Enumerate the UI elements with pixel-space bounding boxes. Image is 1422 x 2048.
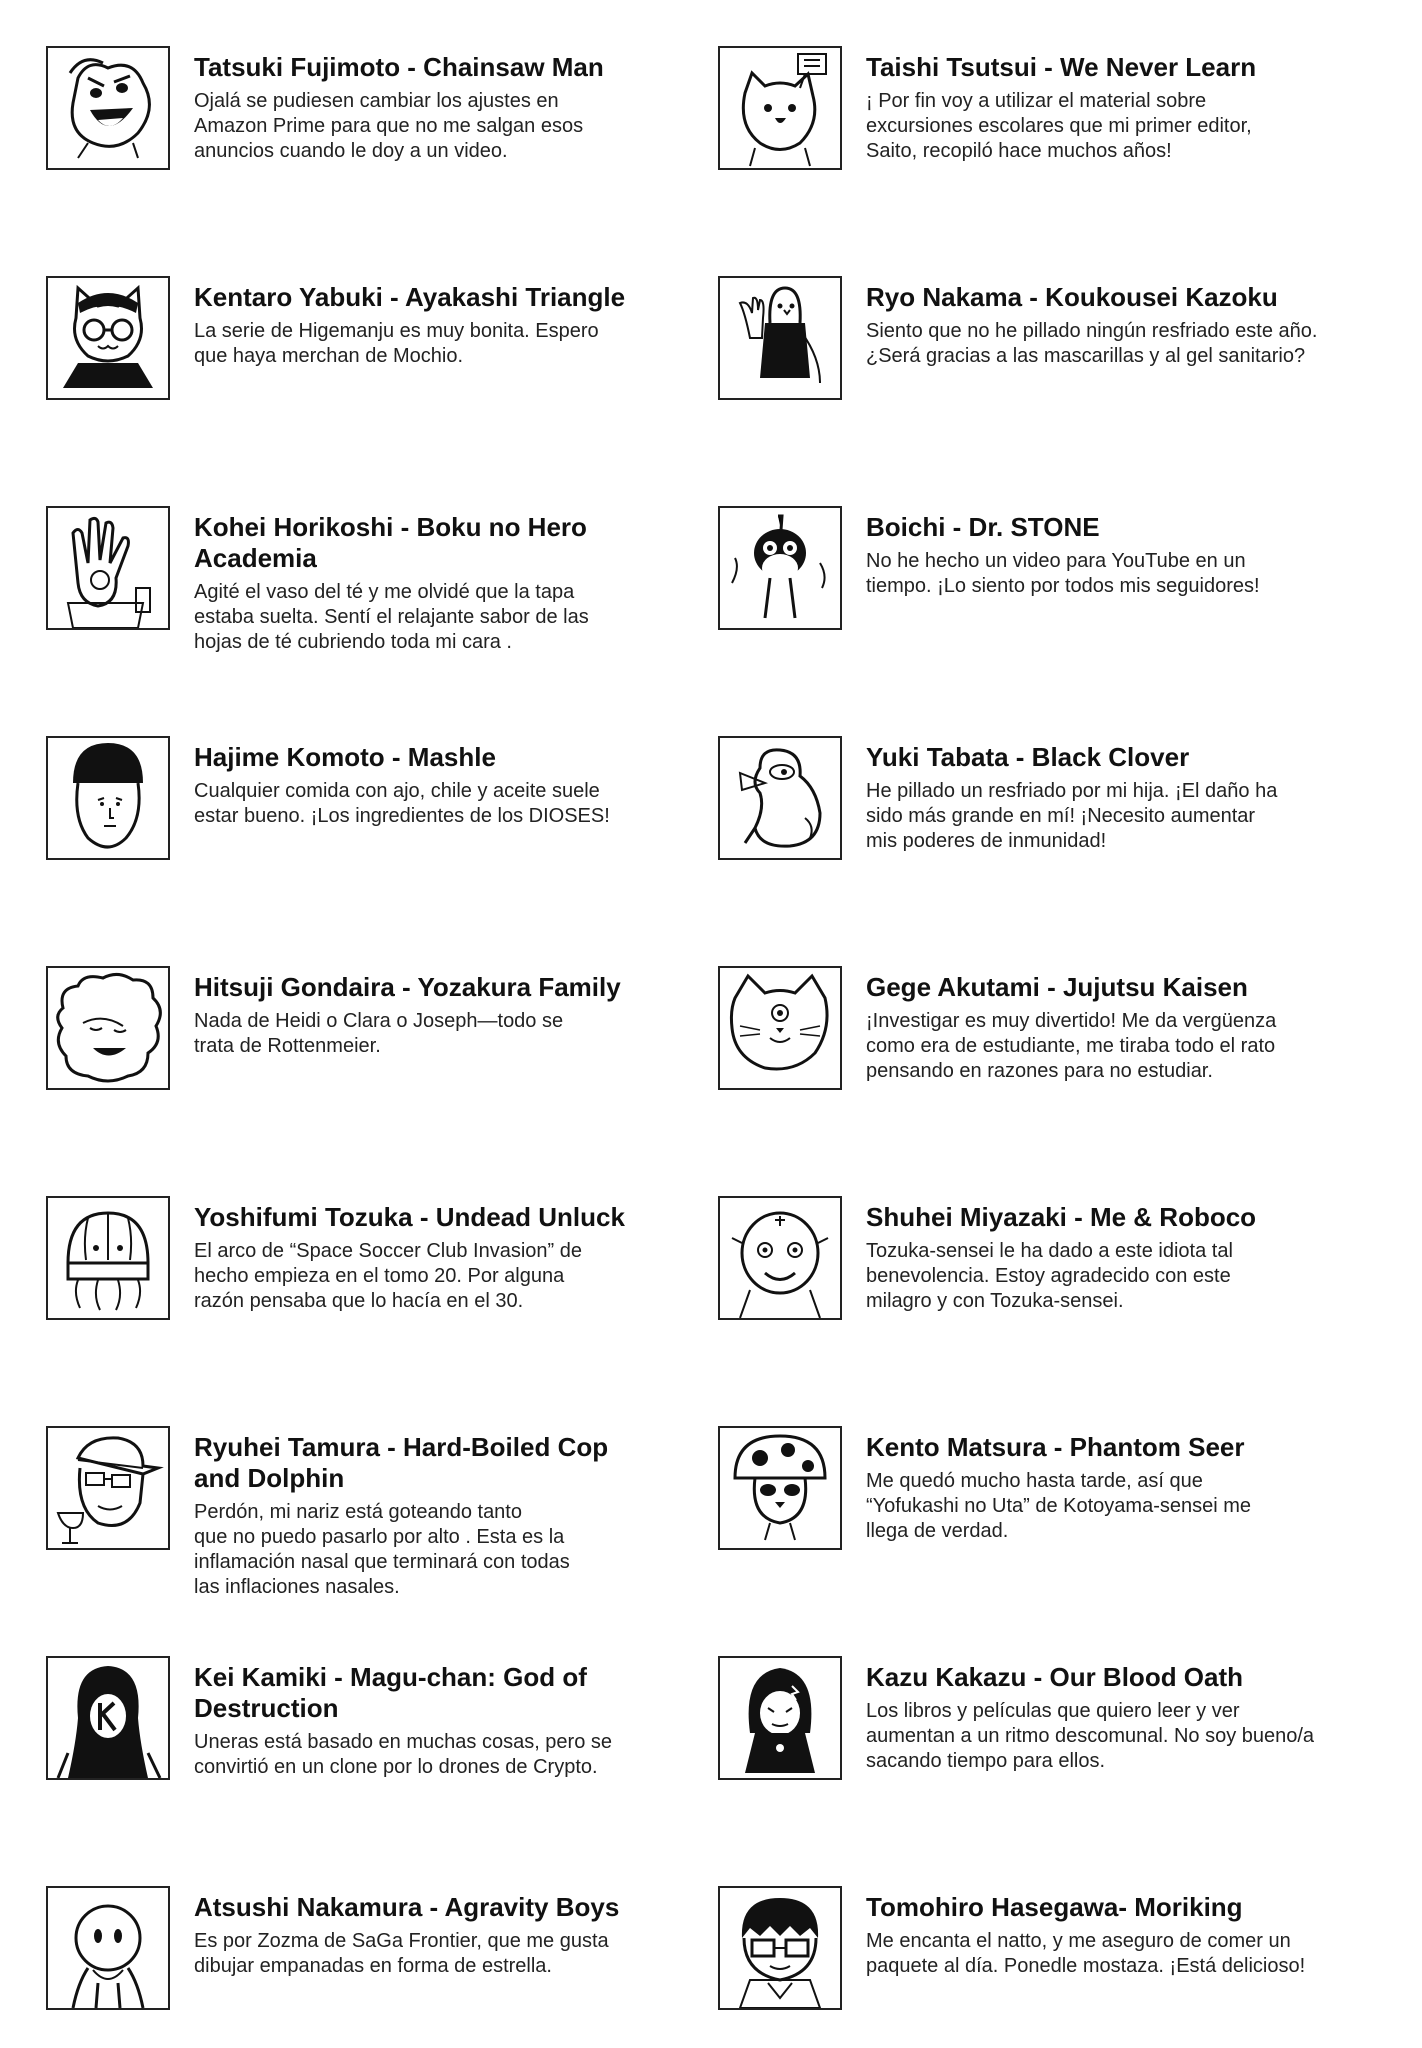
- waving-bird-icon: [718, 276, 842, 400]
- author-comment: Ojalá se pudiesen cambiar los ajustes en Amazon Prime para que no me salgan esos anuncios cuando le doy a un video.: [194, 90, 584, 162]
- author-entry: [46, 506, 696, 653]
- shadow-figure-icon: [46, 1656, 170, 1780]
- author-comment: He pillado un resfriado por mi hija. ¡El daño ha sido más grande en mí! ¡Necesito aumentar mis poderes de inmunidad!: [866, 780, 1278, 852]
- author-entry: [718, 276, 1368, 416]
- author-name: Taishi Tsutsui - We Never Learn: [866, 52, 1257, 82]
- sheep-icon: [46, 966, 170, 1090]
- author-entry: [718, 736, 1368, 876]
- author-entry: [46, 1886, 696, 2026]
- author-name: Kazu Kakazu - Our Blood Oath: [866, 1662, 1244, 1692]
- author-entry: [46, 1656, 696, 1796]
- author-comment: Perdón, mi nariz está goteando tanto que no puedo pasarlo por alto . Esta es la inflamación nasal que terminará con todas las inflaciones nasales.: [194, 1501, 570, 1598]
- author-entry: [46, 736, 696, 876]
- author-entry: [718, 1656, 1368, 1796]
- jellyfish-icon: [46, 1196, 170, 1320]
- author-comment: Cualquier comida con ajo, chile y aceite suele estar bueno. ¡Los ingredientes de los DIOSES!: [194, 780, 610, 827]
- author-entry: [718, 506, 1368, 646]
- author-entry: [718, 1196, 1368, 1336]
- author-entry: [46, 1196, 696, 1336]
- duck-icon: [718, 736, 842, 860]
- author-entry: [46, 46, 696, 186]
- author-comment: Tozuka-sensei le ha dado a este idiota tal benevolencia. Estoy agradecido con este milagro y con Tozuka-sensei.: [866, 1240, 1233, 1312]
- round-head-icon: [46, 1886, 170, 2010]
- mascot-icon: [718, 506, 842, 630]
- author-name: Kentaro Yabuki - Ayakashi Triangle: [194, 282, 626, 312]
- author-comment: Uneras está basado en muchas cosas, pero se convirtió en un clone por lo drones de Crypto.: [194, 1731, 613, 1778]
- author-comment: Siento que no he pillado ningún resfriado este año. ¿Será gracias a las mascarillas y al gel sanitario?: [866, 320, 1318, 367]
- author-comment: ¡Investigar es muy divertido! Me da vergüenza como era de estudiante, me tiraba todo el rato pensando en razones para no estudiar.: [866, 1010, 1277, 1082]
- author-comment: ¡ Por fin voy a utilizar el material sobre excursiones escolares que mi primer editor, Saito, recopiló hace muchos años!: [866, 90, 1252, 162]
- author-name: Tomohiro Hasegawa- Moriking: [866, 1892, 1243, 1922]
- author-name: Ryuhei Tamura - Hard-Boiled Cop and Dolphin: [194, 1432, 609, 1493]
- author-entry: [46, 276, 696, 416]
- hooded-figure-icon: [718, 1656, 842, 1780]
- author-comment: La serie de Higemanju es muy bonita. Espero que haya merchan de Mochio.: [194, 320, 599, 367]
- screaming-face-icon: [46, 46, 170, 170]
- cat-glasses-icon: [46, 276, 170, 400]
- author-entry: [718, 46, 1368, 186]
- hand-cup-icon: [46, 506, 170, 630]
- author-comment: Me quedó mucho hasta tarde, así que “Yofukashi no Uta” de Kotoyama-sensei me llega de verdad.: [866, 1470, 1252, 1542]
- author-name: Kento Matsura - Phantom Seer: [866, 1432, 1245, 1462]
- author-name: Ryo Nakama - Koukousei Kazoku: [866, 282, 1278, 312]
- author-name: Kei Kamiki - Magu-chan: God of Destruction: [194, 1662, 587, 1723]
- one-eyed-cat-icon: [718, 966, 842, 1090]
- author-entry: [46, 966, 696, 1106]
- author-entry: [46, 1426, 696, 1598]
- author-name: Tatsuki Fujimoto - Chainsaw Man: [194, 52, 604, 82]
- glasses-boy-icon: [718, 1886, 842, 2010]
- author-name: Kohei Horikoshi - Boku no Hero Academia: [194, 512, 587, 573]
- author-entry: [718, 966, 1368, 1106]
- author-comment: Nada de Heidi o Clara o Joseph—todo se trata de Rottenmeier.: [194, 1010, 564, 1057]
- author-comment: No he hecho un video para YouTube en un tiempo. ¡Lo siento por todos mis seguidores!: [866, 550, 1260, 597]
- author-comment: Los libros y películas que quiero leer y ver aumentan a un ritmo descomunal. No soy bueno/a sacando tiempo para ellos.: [866, 1700, 1315, 1772]
- author-name: Atsushi Nakamura - Agravity Boys: [194, 1892, 620, 1922]
- author-name: Hitsuji Gondaira - Yozakura Family: [194, 972, 621, 1002]
- author-entry: [718, 1426, 1368, 1566]
- author-comment: Agité el vaso del té y me olvidé que la tapa estaba suelta. Sentí el relajante sabor de las hojas de té cubriendo toda mi cara .: [194, 581, 589, 653]
- author-comment: El arco de “Space Soccer Club Invasion” de hecho empieza en el tomo 20. Por alguna razón pensaba que lo hacía en el 30.: [194, 1240, 582, 1312]
- author-name: Yoshifumi Tozuka - Undead Unluck: [194, 1202, 625, 1232]
- author-name: Gege Akutami - Jujutsu Kaisen: [866, 972, 1248, 1002]
- author-name: Boichi - Dr. STONE: [866, 512, 1100, 542]
- mushroom-head-icon: [46, 736, 170, 860]
- author-name: Yuki Tabata - Black Clover: [866, 742, 1190, 772]
- author-name: Hajime Komoto - Mashle: [194, 742, 496, 772]
- author-name: Shuhei Miyazaki - Me & Roboco: [866, 1202, 1257, 1232]
- author-comment: Es por Zozma de SaGa Frontier, que me gusta dibujar empanadas en forma de estrella.: [194, 1930, 609, 1977]
- author-comment: Me encanta el natto, y me aseguro de comer un paquete al día. Ponedle mostaza. ¡Está delicioso!: [866, 1930, 1306, 1977]
- mushroom-bird-icon: [718, 1426, 842, 1550]
- cat-with-sign-icon: [718, 46, 842, 170]
- author-entry: [718, 1886, 1368, 2026]
- cap-man-icon: [46, 1426, 170, 1550]
- bald-man-icon: [718, 1196, 842, 1320]
